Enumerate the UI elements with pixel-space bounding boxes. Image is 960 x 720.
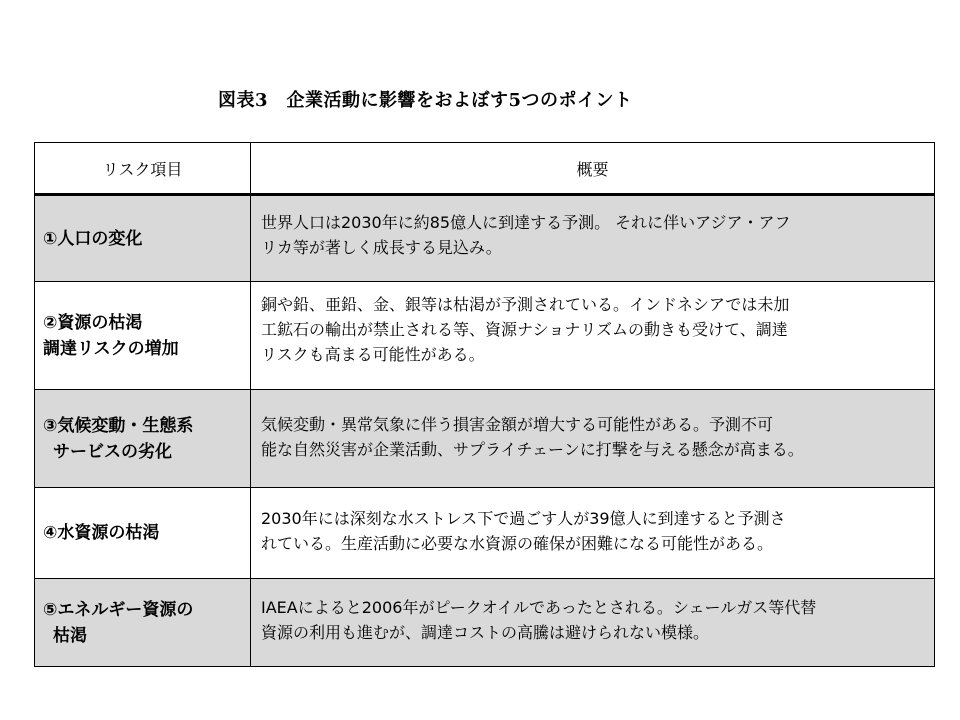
- summary-cell: [251, 390, 935, 488]
- table-row: [35, 195, 935, 282]
- risk-item-label: ①人口の変化: [43, 228, 143, 249]
- risk-item-cell: [35, 488, 251, 579]
- table-row: [35, 390, 935, 488]
- risk-item-label: ③気候変動・生態系: [43, 415, 194, 436]
- summary-line: 気候変動・異常気象に伴う損害金額が増大する可能性がある。予測不可: [261, 415, 774, 434]
- table-row: [35, 579, 935, 667]
- summary-cell: [251, 579, 935, 667]
- summary-cell: [251, 195, 935, 282]
- summary-line: 資源の利用も進むが、調達コストの高騰は避けられない模様。: [261, 623, 710, 642]
- header-summary: 概要: [251, 143, 935, 195]
- risk-item-label: ④水資源の枯渇: [43, 523, 160, 543]
- risk-item-label: ②資源の枯渇: [43, 312, 143, 333]
- header-risk-item: リスク項目: [35, 143, 251, 195]
- summary-line: IAEAによると2006年がピークオイルであったとされる。シェールガス等代替: [261, 598, 817, 617]
- risk-item-label: 枯渇: [53, 625, 87, 646]
- risk-item-cell: [35, 579, 251, 667]
- risk-item-label: ⑤エネルギー資源の: [43, 599, 194, 620]
- risk-item-label: 調達リスクの増加: [43, 338, 179, 359]
- summary-line: リスクも高まる可能性がある。: [261, 345, 485, 364]
- risk-item-label: サービスの劣化: [53, 441, 172, 462]
- summary-cell: [251, 282, 935, 390]
- table-header-row: [35, 143, 935, 195]
- risk-item-cell: [35, 282, 251, 390]
- risk-item-cell: [35, 195, 251, 282]
- summary-line: 2030年には深刻な水ストレス下で過ごす人が39億人に到達すると予測さ: [261, 509, 786, 528]
- table-row: [35, 488, 935, 579]
- summary-line: 工鉱石の輸出が禁止される等、資源ナショナリズムの動きも受けて、調達: [261, 320, 788, 339]
- summary-cell: [251, 488, 935, 579]
- summary-line: 能な自然災害が企業活動、サプライチェーンに打撃を与える懸念が高まる。: [261, 440, 804, 459]
- risk-table: [34, 142, 935, 667]
- summary-line: れている。生産活動に必要な水資源の確保が困難になる可能性がある。: [261, 534, 774, 553]
- risk-item-cell: [35, 390, 251, 488]
- summary-line: リカ等が著しく成長する見込み。: [261, 238, 502, 257]
- document-title: 図表3 企業活動に影響をおよぼす5つのポイント: [218, 90, 633, 111]
- summary-line: 世界人口は2030年に約85億人に到達する予測。 それに伴いアジア・アフ: [261, 213, 791, 232]
- summary-line: 銅や鉛、亜鉛、金、銀等は枯渇が予測されている。インドネシアでは未加: [261, 295, 790, 314]
- table-row: [35, 282, 935, 390]
